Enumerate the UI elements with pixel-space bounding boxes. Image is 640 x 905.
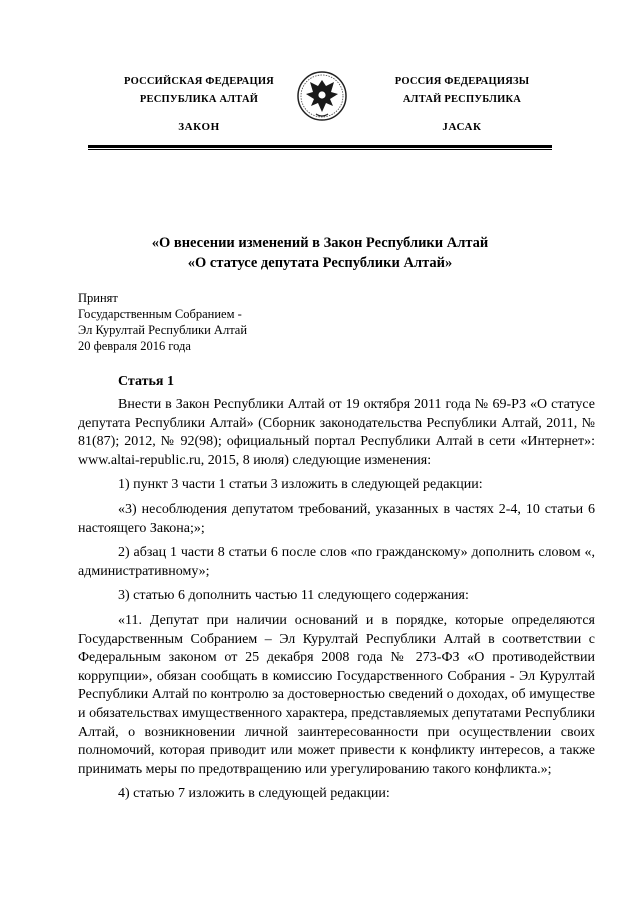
adopted-line-2: Государственным Собранием - [78,307,242,321]
article-paragraph: 3) статью 6 дополнить частью 11 следующего содержания: [118,588,469,604]
article-paragraph: «3) несоблюдения депутатом требований, указанных в частях 2-4, 10 статьи 6 настоящего Закона;»; [78,501,595,536]
article-body [78,396,595,810]
adopted-line-1: Принят [78,291,118,305]
header-rule-thick [88,145,552,148]
adopted-date: 20 февраля 2016 года [78,339,191,353]
header-rule-thin [88,149,552,150]
title-line-2: «О статусе депутата Республики Алтай» [187,255,453,271]
article-heading: Статья 1 [118,374,174,389]
adoption-block [78,290,247,354]
header-left-country: РОССИЙСКАЯ ФЕДЕРАЦИЯ [124,76,274,87]
header-right [357,73,567,136]
title-line-1: «О внесении изменений в Закон Республики Алтай [151,235,489,251]
coat-of-arms-icon [296,66,348,126]
header-right-republic: АЛТАЙ РЕСПУБЛИКА [402,94,522,105]
header-right-law: JАСАК [442,121,482,133]
article-paragraph: Внести в Закон Республики Алтай от 19 октября 2011 года № 69-РЗ «О статусе депутата Республики Алтай» (Сборник законодательства Республики Алтай, 2011, № 81(87); 2012, № 92(98); официальный портал Республики Алтай в сети «Интернет»: www.altai-republic.ru, 2015, 8 июля) следующие изменения: [78,397,595,468]
article-paragraph: 2) абзац 1 части 8 статьи 6 после слов «по гражданскому» дополнить словом «, административному»; [78,545,595,579]
header-left-republic: РЕСПУБЛИКА АЛТАЙ [139,94,259,105]
document-title [60,233,580,273]
article-paragraph: 1) пункт 3 части 1 статьи 3 изложить в следующей редакции: [118,477,483,493]
article-paragraph: «11. Депутат при наличии оснований и в порядке, которые определяются Государственным Собранием – Эл Курултай Республики Алтай в соответствии с Федеральным законом от 25 декабря 2008 года № 273-ФЗ «О противодействии коррупции», обязан сообщать в комиссию Государственного Собрания - Эл Курултай Республики Алтай по контролю за достоверностью сведений о доходах, об имуществе и обязательствах имущественного характера, представляемых депутатами Республики Алтай, о возникновении личной заинтересованности при осуществлении своих полномочий, которая приводит или может привести к конфликту интересов, а также принимать меры по предотвращению или урегулированию такого конфликта.»; [78,612,595,777]
header-left [94,73,304,136]
adopted-line-3: Эл Курултай Республики Алтай [78,323,248,337]
article-paragraph: 4) статью 7 изложить в следующей редакции: [118,786,390,802]
header-right-country: РОССИЯ ФЕДЕРАЦИЯЗЫ [394,76,530,87]
header-left-law: ЗАКОН [178,121,220,133]
